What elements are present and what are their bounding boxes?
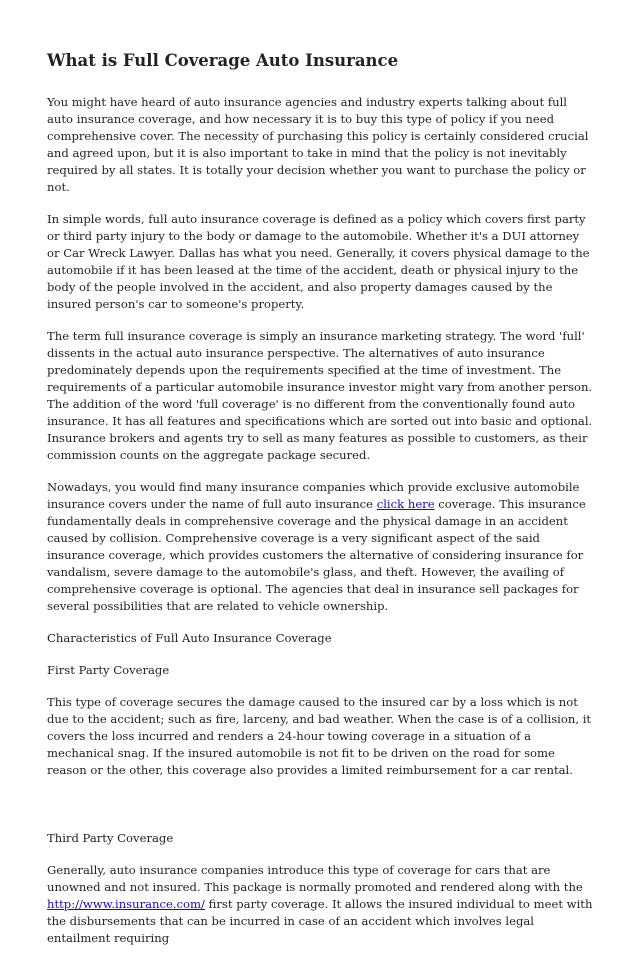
- document-page: [47, 50, 593, 962]
- paragraph-companies-text-before: Nowadays, you would find many insurance companies which provide exclusive automobile insurance covers under the name of full auto insurance: [47, 480, 580, 511]
- paragraph-intro: You might have heard of auto insurance agencies and industry experts talking about full auto insurance coverage, and how necessary it is to buy this type of policy if you need comprehensive cover. The necessity of purchasing this policy is certainly considered crucial and agreed upon, but it is also important to take in mind that the policy is not inevitably required by all states. It is totally your decision whether you want to purchase the policy or not.: [47, 95, 589, 194]
- blank-spacer: [47, 794, 593, 830]
- page-title: What is Full Coverage Auto Insurance: [47, 51, 399, 70]
- heading-first-party: First Party Coverage: [47, 663, 170, 677]
- heading-third-party: Third Party Coverage: [47, 831, 174, 845]
- paragraph-third-party: [47, 862, 593, 947]
- paragraph-third-party-text-before: Generally, auto insurance companies introduce this type of coverage for cars that are unowned and not insured. This package is normally promoted and rendered along with the: [47, 863, 583, 894]
- paragraph-companies: [47, 479, 593, 615]
- paragraph-definition: In simple words, full auto insurance coverage is defined as a policy which covers first party or third party injury to the body or damage to the automobile. Whether it's a DUI attorney or Car Wreck Lawyer. Dallas has what you need. Generally, it covers physical damage to the automobile if it has been leased at the time of the accident, death or physical injury to the body of the people involved in the accident, and also property damages caused by the insured person's car to someone's property.: [47, 212, 590, 311]
- insurance-com-link[interactable]: http://www.insurance.com/: [47, 897, 205, 911]
- paragraph-third-party-text-after: first party coverage. It allows the insured individual to meet with the disbursements that can be incurred in case of an accident which involves legal entailment requiring: [47, 897, 593, 945]
- paragraph-companies-text-after: coverage. This insurance fundamentally deals in comprehensive coverage and the physical damage in an accident caused by collision. Comprehensive coverage is a very significant aspect of the said insurance coverage, which provides customers the alternative of considering insurance for vandalism, severe damage to the automobile's glass, and theft. However, the availing of comprehensive coverage is optional. The agencies that deal in insurance sell packages for several possibilities that are related to vehicle ownership.: [47, 497, 586, 613]
- heading-characteristics: Characteristics of Full Auto Insurance Coverage: [47, 631, 332, 645]
- click-here-link[interactable]: click here: [376, 497, 435, 511]
- paragraph-marketing: The term full insurance coverage is simply an insurance marketing strategy. The word 'full' dissents in the actual auto insurance perspective. The alternatives of auto insurance predominately depends upon the requirements specified at the time of investment. The requirements of a particular automobile insurance investor might vary from another person. The addition of the word 'full coverage' is no different from the conventionally found auto insurance. It has all features and specifications which are sorted out into basic and optional. Insurance brokers and agents try to sell as many features as possible to customers, as their commission counts on the aggregate package secured.: [47, 329, 593, 462]
- paragraph-first-party: This type of coverage secures the damage caused to the insured car by a loss which is not due to the accident; such as fire, larceny, and bad weather. When the case is of a collision, it covers the loss incurred and renders a 24-hour towing coverage in a situation of a mechanical snag. If the insured automobile is not fit to be driven on the road for some reason or the other, this coverage also provides a limited reimbursement for a car rental.: [47, 695, 592, 777]
